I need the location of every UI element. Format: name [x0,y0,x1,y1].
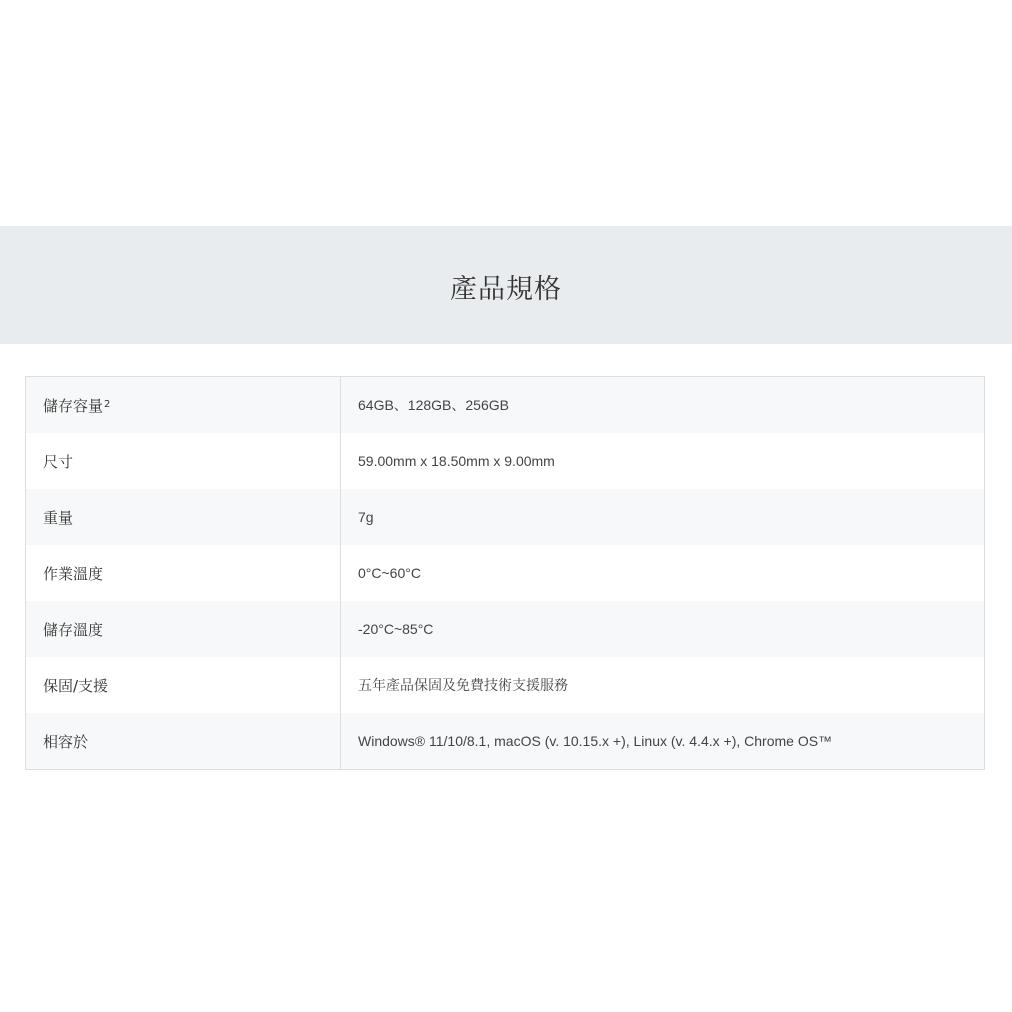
section-title: 產品規格 [450,273,562,305]
spec-row-storage-temp [26,601,984,657]
spec-label: 儲存溫度 [26,601,341,657]
spec-label-text: 儲存容量 [43,396,104,415]
section-header-banner [0,226,1012,344]
spec-value: 59.00mm x 18.50mm x 9.00mm [358,453,555,469]
spec-label: 保固/支援 [26,657,341,713]
spec-label: 尺寸 [26,433,341,489]
spec-label: 重量 [26,489,341,545]
spec-value: 7g [358,509,374,525]
spec-table [25,376,985,770]
spec-row-warranty [26,657,984,713]
spec-value: Windows® 11/10/8.1, macOS (v. 10.15.x +), Linux (v. 4.4.x +), Chrome OS™ [358,733,833,749]
spec-label: 相容於 [26,713,341,769]
spec-row-compatibility [26,713,984,769]
spec-value: -20°C~85°C [358,621,434,637]
spec-value: 0°C~60°C [358,565,421,581]
spec-value: 五年產品保固及免費技術支援服務 [358,678,568,694]
spec-row-operating-temp [26,545,984,601]
spec-row-dimensions [26,433,984,489]
spec-value: 64GB、128GB、256GB [358,397,509,413]
spec-label: 儲存容量 2 [26,377,341,433]
spec-row-weight [26,489,984,545]
spec-row-capacity [26,377,984,433]
spec-label: 作業溫度 [26,545,341,601]
